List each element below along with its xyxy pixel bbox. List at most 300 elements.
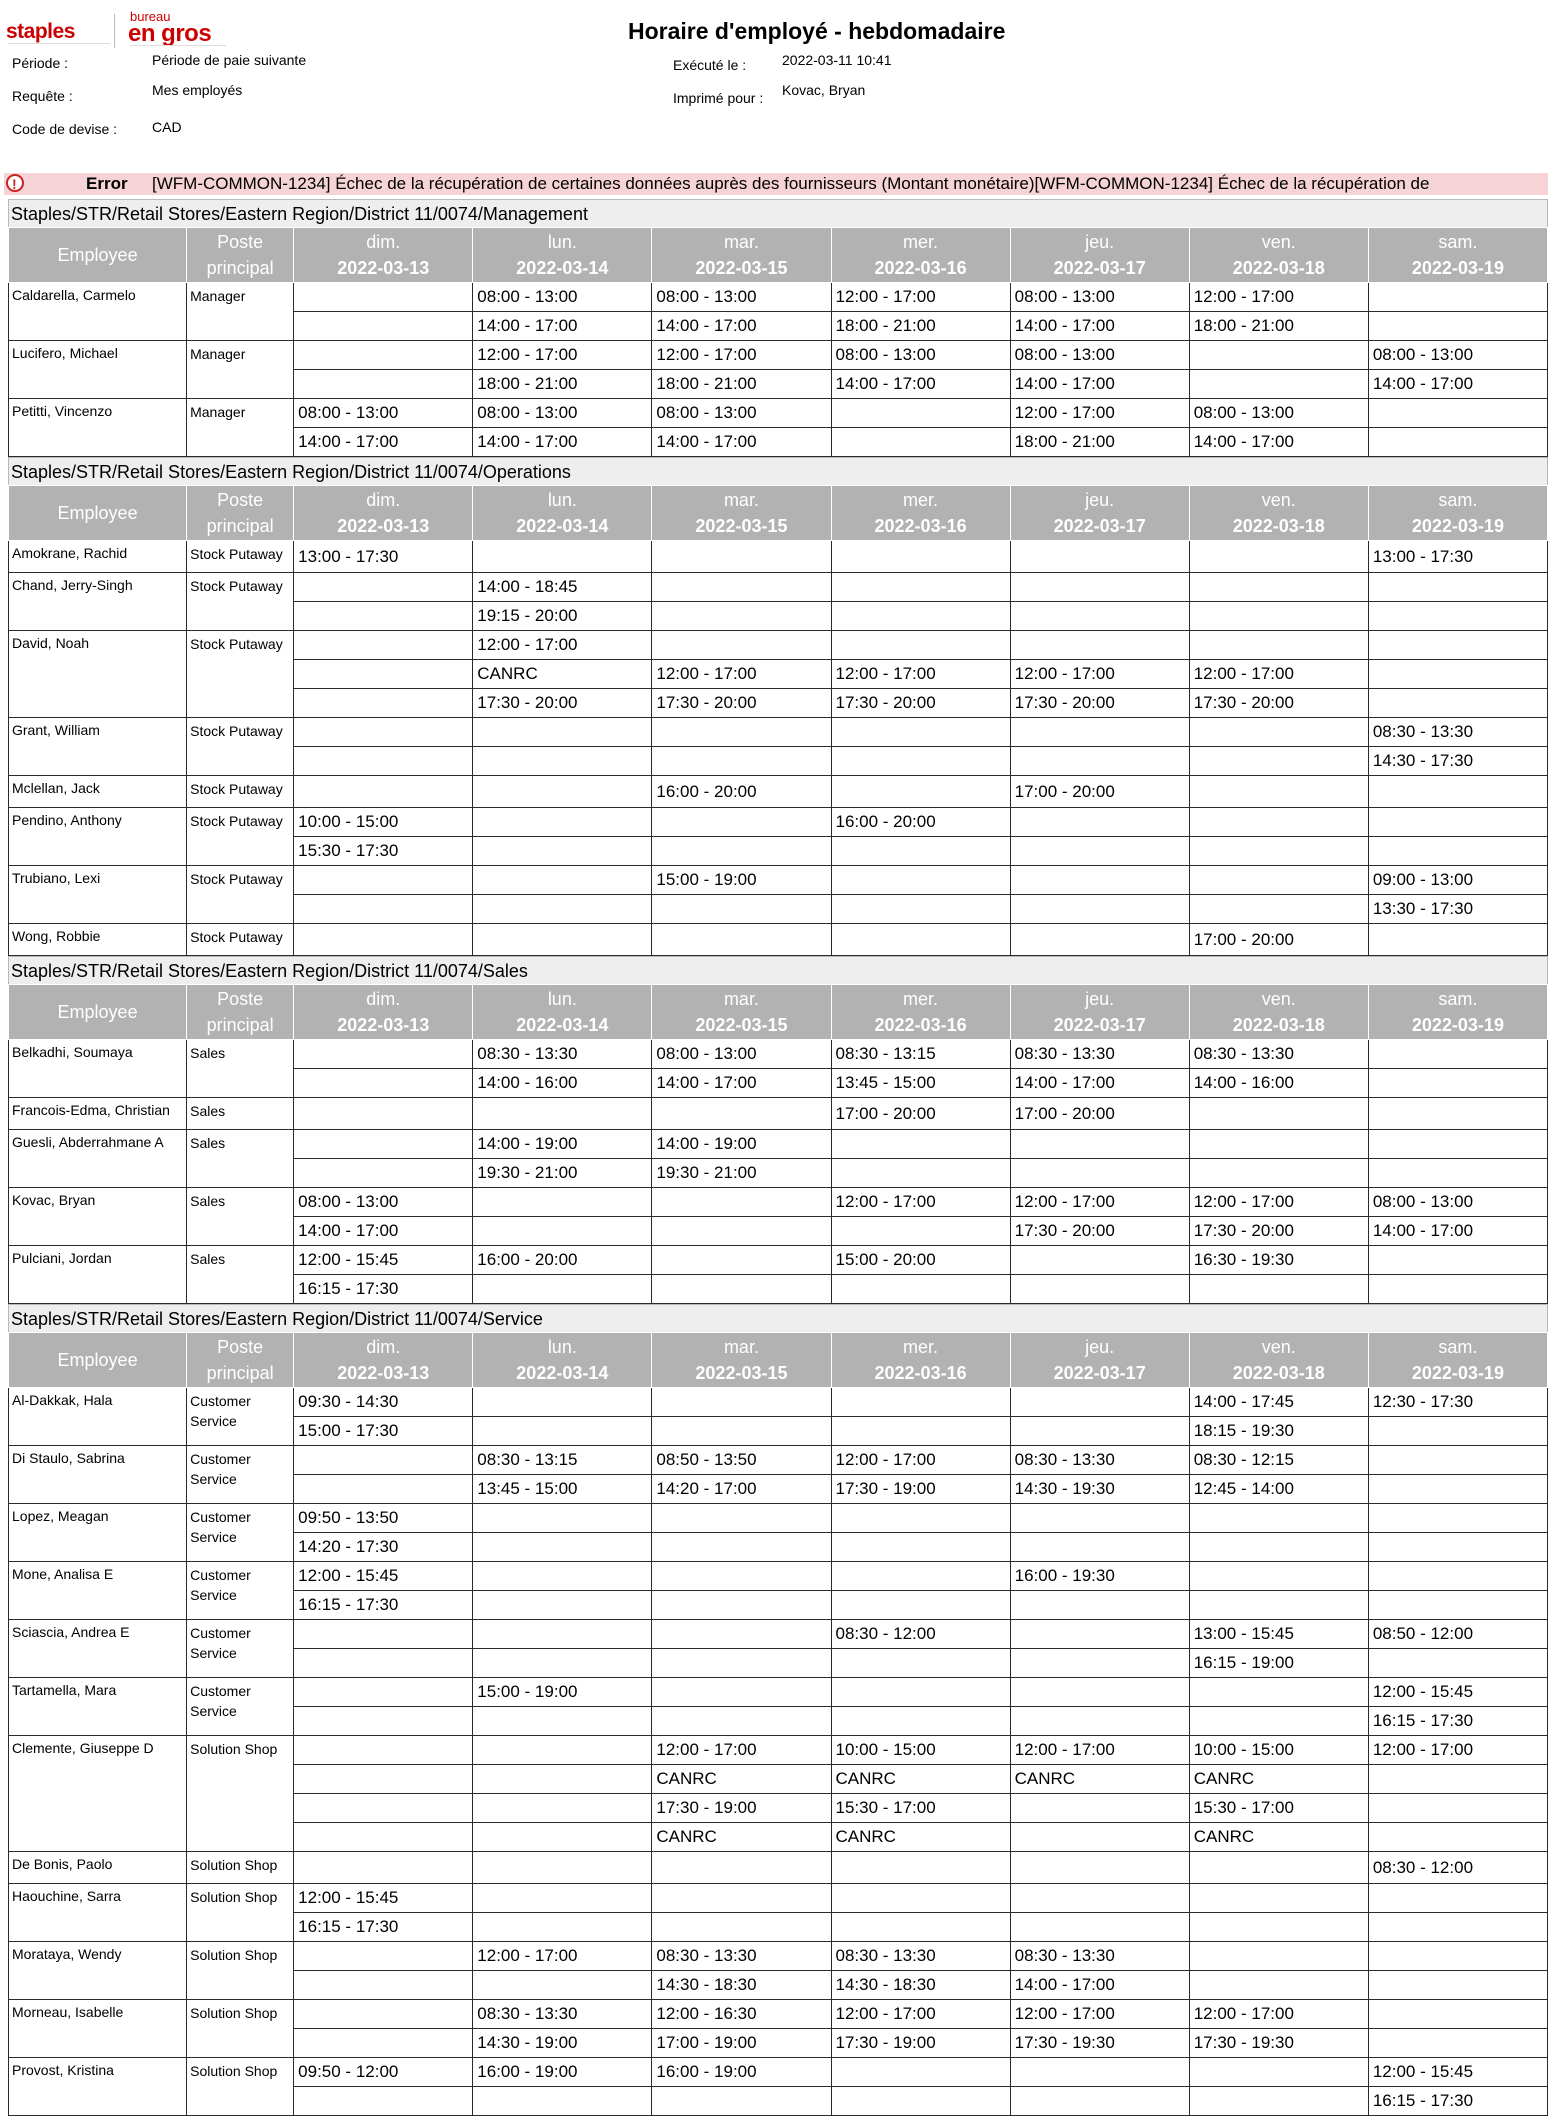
shift-cell: 09:00 - 13:00 <box>1368 866 1547 895</box>
shift-cell <box>831 924 1010 956</box>
day-name: mer. <box>903 232 939 252</box>
day-name: mer. <box>903 989 939 1009</box>
day-column-header <box>473 228 652 283</box>
employee-name: Belkadhi, Soumaya <box>9 1040 187 1098</box>
shift-cell <box>473 1852 652 1884</box>
shift-cell <box>831 399 1010 428</box>
day-name: ven. <box>1261 989 1296 1009</box>
shift-cell <box>1189 895 1368 924</box>
day-date: 2022-03-15 <box>695 1015 788 1035</box>
shift-cell <box>1189 631 1368 660</box>
table-row <box>9 1188 1548 1217</box>
shift-cell: 16:15 - 17:30 <box>294 1275 473 1304</box>
day-date: 2022-03-13 <box>337 258 430 278</box>
employee-name: De Bonis, Paolo <box>9 1852 187 1884</box>
shift-cell: 17:30 - 20:00 <box>1189 689 1368 718</box>
shift-cell <box>1010 1794 1189 1823</box>
shift-cell: 14:00 - 17:00 <box>1010 1069 1189 1098</box>
currency-value: CAD <box>152 119 182 135</box>
header-row <box>9 486 1548 541</box>
shift-cell <box>652 541 831 573</box>
day-date: 2022-03-15 <box>695 516 788 536</box>
shift-cell: 12:00 - 17:00 <box>1189 283 1368 312</box>
shift-cell <box>1189 747 1368 776</box>
employee-name: Morataya, Wendy <box>9 1942 187 2000</box>
shift-cell: 17:30 - 19:30 <box>1189 2029 1368 2058</box>
shift-cell <box>831 776 1010 808</box>
shift-cell <box>294 1130 473 1159</box>
shift-cell <box>1368 602 1547 631</box>
day-name: lun. <box>547 1337 577 1357</box>
table-row <box>9 1040 1548 1069</box>
day-column-header <box>652 486 831 541</box>
shift-cell <box>1189 776 1368 808</box>
day-column-header <box>652 985 831 1040</box>
shift-cell: 08:30 - 13:30 <box>1010 1942 1189 1971</box>
shift-cell <box>473 1649 652 1678</box>
shift-cell: 17:30 - 20:00 <box>831 689 1010 718</box>
shift-cell: 12:00 - 17:00 <box>652 1736 831 1765</box>
shift-cell <box>831 1417 1010 1446</box>
period-value: Période de paie suivante <box>152 52 307 68</box>
shift-cell <box>1189 718 1368 747</box>
shift-cell: 12:00 - 17:00 <box>473 1942 652 1971</box>
schedule-table <box>8 984 1548 1304</box>
shift-cell <box>652 2087 831 2116</box>
employee-name: Grant, William <box>9 718 187 776</box>
shift-cell <box>1010 1417 1189 1446</box>
employee-column-header: Employee <box>9 228 187 283</box>
employee-position: Solution Shop <box>187 1852 294 1884</box>
shift-cell <box>1189 2058 1368 2087</box>
shift-cell <box>473 924 652 956</box>
employee-name: Francois-Edma, Christian <box>9 1098 187 1130</box>
shift-cell <box>473 776 652 808</box>
schedule-table <box>8 485 1548 956</box>
employee-name: Guesli, Abderrahmane A <box>9 1130 187 1188</box>
shift-cell <box>473 1736 652 1765</box>
shift-cell: 16:15 - 17:30 <box>294 1913 473 1942</box>
shift-cell <box>294 341 473 370</box>
day-date: 2022-03-18 <box>1232 1015 1325 1035</box>
shift-cell <box>294 1649 473 1678</box>
shift-cell: 12:00 - 16:30 <box>652 2000 831 2029</box>
shift-cell <box>1368 1475 1547 1504</box>
day-column-header <box>294 1333 473 1388</box>
shift-cell: 18:00 - 21:00 <box>831 312 1010 341</box>
shift-cell <box>294 924 473 956</box>
shift-cell <box>831 1707 1010 1736</box>
employee-name: Trubiano, Lexi <box>9 866 187 924</box>
shift-cell: 14:00 - 17:00 <box>1368 370 1547 399</box>
shift-cell <box>652 808 831 837</box>
shift-cell <box>1010 895 1189 924</box>
shift-cell: 15:00 - 19:00 <box>473 1678 652 1707</box>
position-header-line2: principal <box>206 1363 274 1383</box>
shift-cell <box>1189 808 1368 837</box>
shift-cell: 08:00 - 13:00 <box>473 399 652 428</box>
employee-position: Stock Putaway <box>187 924 294 956</box>
shift-cell <box>1368 573 1547 602</box>
shift-cell: 08:00 - 13:00 <box>1368 1188 1547 1217</box>
shift-cell: 14:30 - 18:30 <box>831 1971 1010 2000</box>
shift-cell <box>1010 1707 1189 1736</box>
shift-cell: 13:00 - 17:30 <box>1368 541 1547 573</box>
shift-cell: 12:30 - 17:30 <box>1368 1388 1547 1417</box>
shift-cell: 17:30 - 20:00 <box>1010 1217 1189 1246</box>
day-date: 2022-03-18 <box>1232 258 1325 278</box>
request-label: Requête : <box>12 88 73 104</box>
engros-logo-text: en gros <box>128 20 212 47</box>
shift-cell <box>294 1620 473 1649</box>
day-name: mer. <box>903 490 939 510</box>
shift-cell <box>831 631 1010 660</box>
employee-name: Lucifero, Michael <box>9 341 187 399</box>
logo-divider <box>114 14 115 48</box>
table-row <box>9 631 1548 660</box>
day-name: jeu. <box>1085 1337 1115 1357</box>
shift-cell <box>831 2087 1010 2116</box>
day-column-header <box>831 985 1010 1040</box>
position-column-header <box>187 486 294 541</box>
shift-cell: 10:00 - 15:00 <box>831 1736 1010 1765</box>
shift-cell: 12:00 - 17:00 <box>473 341 652 370</box>
shift-cell <box>652 1417 831 1446</box>
shift-cell: 12:00 - 17:00 <box>831 283 1010 312</box>
shift-cell <box>1189 2087 1368 2116</box>
shift-cell: 08:00 - 13:00 <box>1010 341 1189 370</box>
shift-cell <box>1368 1130 1547 1159</box>
employee-position: Stock Putaway <box>187 776 294 808</box>
shift-cell: 12:00 - 17:00 <box>473 631 652 660</box>
shift-cell: 08:00 - 13:00 <box>831 341 1010 370</box>
shift-cell <box>652 1217 831 1246</box>
table-row <box>9 2000 1548 2029</box>
shift-cell: 15:00 - 17:30 <box>294 1417 473 1446</box>
schedule-table <box>8 227 1548 457</box>
shift-cell <box>1189 1130 1368 1159</box>
shift-cell <box>294 573 473 602</box>
day-name: sam. <box>1438 490 1478 510</box>
shift-cell <box>831 1884 1010 1913</box>
printed-for-label: Imprimé pour : <box>673 90 764 106</box>
shift-cell: 14:00 - 17:00 <box>1010 312 1189 341</box>
shift-cell: 12:00 - 17:00 <box>1189 2000 1368 2029</box>
shift-cell <box>294 776 473 808</box>
shift-cell <box>1368 1098 1547 1130</box>
shift-cell: 08:50 - 12:00 <box>1368 1620 1547 1649</box>
shift-cell: 16:00 - 20:00 <box>652 776 831 808</box>
table-row <box>9 1098 1548 1130</box>
shift-cell: 17:30 - 19:00 <box>652 1794 831 1823</box>
shift-cell <box>1189 837 1368 866</box>
shift-cell: 14:00 - 17:00 <box>652 1069 831 1098</box>
shift-cell <box>1368 631 1547 660</box>
shift-cell: 08:30 - 13:30 <box>473 2000 652 2029</box>
shift-cell: 08:30 - 13:30 <box>831 1942 1010 1971</box>
employee-position: Customer Service <box>187 1446 294 1504</box>
day-name: sam. <box>1438 232 1478 252</box>
shift-cell <box>652 631 831 660</box>
employee-name: Mone, Analisa E <box>9 1562 187 1620</box>
employee-position: Sales <box>187 1040 294 1098</box>
shift-cell <box>1368 1275 1547 1304</box>
position-column-header <box>187 985 294 1040</box>
shift-cell <box>1010 1130 1189 1159</box>
shift-cell <box>1189 1884 1368 1913</box>
shift-cell <box>473 1504 652 1533</box>
shift-cell <box>294 1794 473 1823</box>
shift-cell <box>652 1533 831 1562</box>
shift-cell <box>1368 1504 1547 1533</box>
shift-cell <box>473 895 652 924</box>
shift-cell <box>652 1884 831 1913</box>
day-date: 2022-03-19 <box>1411 1363 1504 1383</box>
day-column-header <box>1368 228 1547 283</box>
shift-cell <box>831 1217 1010 1246</box>
shift-cell <box>473 2087 652 2116</box>
shift-cell: 08:00 - 13:00 <box>294 1188 473 1217</box>
shift-cell <box>1189 1533 1368 1562</box>
day-column-header <box>831 228 1010 283</box>
day-date: 2022-03-14 <box>516 258 609 278</box>
employee-position: Stock Putaway <box>187 808 294 866</box>
shift-cell: 12:45 - 14:00 <box>1189 1475 1368 1504</box>
day-name: lun. <box>547 232 577 252</box>
shift-cell <box>294 283 473 312</box>
error-icon: ! <box>6 174 24 192</box>
table-row <box>9 573 1548 602</box>
shift-cell: 14:00 - 17:00 <box>473 312 652 341</box>
shift-cell <box>1189 1707 1368 1736</box>
table-row <box>9 1678 1548 1707</box>
employee-position: Customer Service <box>187 1388 294 1446</box>
section-title: Staples/STR/Retail Stores/Eastern Region/District 11/0074/Management <box>8 199 1548 227</box>
executed-value: 2022-03-11 10:41 <box>782 52 892 68</box>
shift-cell <box>473 866 652 895</box>
shift-cell <box>652 837 831 866</box>
shift-cell: 14:00 - 17:00 <box>1368 1217 1547 1246</box>
day-name: mar. <box>723 490 759 510</box>
shift-cell: 14:00 - 19:00 <box>652 1130 831 1159</box>
shift-cell: 12:00 - 17:00 <box>1189 1188 1368 1217</box>
table-row <box>9 776 1548 808</box>
day-date: 2022-03-16 <box>874 516 967 536</box>
shift-cell <box>831 1913 1010 1942</box>
day-column-header <box>1368 486 1547 541</box>
shift-cell <box>294 689 473 718</box>
employee-name: Al-Dakkak, Hala <box>9 1388 187 1446</box>
shift-cell <box>652 1678 831 1707</box>
employee-position: Manager <box>187 399 294 457</box>
shift-cell: 12:00 - 15:45 <box>294 1246 473 1275</box>
day-date: 2022-03-13 <box>337 516 430 536</box>
schedule-table <box>8 1332 1548 2116</box>
employee-position: Customer Service <box>187 1620 294 1678</box>
day-date: 2022-03-18 <box>1232 516 1325 536</box>
shift-cell: CANRC <box>831 1823 1010 1852</box>
table-row <box>9 808 1548 837</box>
shift-cell <box>831 428 1010 457</box>
shift-cell <box>831 895 1010 924</box>
shift-cell: 08:30 - 12:15 <box>1189 1446 1368 1475</box>
employee-position: Sales <box>187 1098 294 1130</box>
shift-cell <box>294 1446 473 1475</box>
employee-name: Clemente, Giuseppe D <box>9 1736 187 1852</box>
shift-cell <box>1368 399 1547 428</box>
shift-cell: 18:15 - 19:30 <box>1189 1417 1368 1446</box>
shift-cell <box>1368 776 1547 808</box>
employee-position: Sales <box>187 1246 294 1304</box>
day-column-header <box>1189 228 1368 283</box>
shift-cell <box>1368 1913 1547 1942</box>
shift-cell <box>652 1246 831 1275</box>
shift-cell <box>1010 1591 1189 1620</box>
shift-cell <box>1368 660 1547 689</box>
shift-cell: 09:30 - 14:30 <box>294 1388 473 1417</box>
employee-name: Di Staulo, Sabrina <box>9 1446 187 1504</box>
shift-cell <box>473 1098 652 1130</box>
day-name: jeu. <box>1085 989 1115 1009</box>
shift-cell: 14:00 - 17:00 <box>294 428 473 457</box>
shift-cell: 17:00 - 20:00 <box>1189 924 1368 956</box>
employee-name: Wong, Robbie <box>9 924 187 956</box>
shift-cell: 12:00 - 17:00 <box>1368 1736 1547 1765</box>
employee-name: Caldarella, Carmelo <box>9 283 187 341</box>
shift-cell <box>831 866 1010 895</box>
day-name: jeu. <box>1085 490 1115 510</box>
shift-cell: 18:00 - 21:00 <box>1189 312 1368 341</box>
employee-position: Solution Shop <box>187 1884 294 1942</box>
table-row <box>9 718 1548 747</box>
shift-cell <box>1368 312 1547 341</box>
shift-cell: 16:00 - 19:00 <box>652 2058 831 2087</box>
day-column-header <box>831 486 1010 541</box>
shift-cell <box>1368 2000 1547 2029</box>
shift-cell: 12:00 - 17:00 <box>1010 2000 1189 2029</box>
day-date: 2022-03-14 <box>516 516 609 536</box>
shift-cell <box>473 1533 652 1562</box>
shift-cell <box>294 1971 473 2000</box>
employee-position: Solution Shop <box>187 1736 294 1852</box>
shift-cell: 12:00 - 17:00 <box>831 1188 1010 1217</box>
shift-cell <box>473 747 652 776</box>
shift-cell: 12:00 - 17:00 <box>1010 660 1189 689</box>
shift-cell: 15:00 - 19:00 <box>652 866 831 895</box>
shift-cell: 16:00 - 19:00 <box>473 2058 652 2087</box>
shift-cell <box>1010 866 1189 895</box>
shift-cell <box>1368 808 1547 837</box>
shift-cell <box>1368 689 1547 718</box>
shift-cell: 16:15 - 17:30 <box>1368 2087 1547 2116</box>
shift-cell <box>294 718 473 747</box>
table-row <box>9 283 1548 312</box>
position-header-line2: principal <box>206 516 274 536</box>
shift-cell <box>652 1707 831 1736</box>
shift-cell <box>1010 1246 1189 1275</box>
shift-cell: 12:00 - 17:00 <box>1189 660 1368 689</box>
day-name: lun. <box>547 989 577 1009</box>
day-name: sam. <box>1438 989 1478 1009</box>
shift-cell <box>473 837 652 866</box>
shift-cell <box>1010 837 1189 866</box>
shift-cell <box>473 1417 652 1446</box>
shift-cell: 08:30 - 13:30 <box>652 1942 831 1971</box>
shift-cell: 08:00 - 13:00 <box>1368 341 1547 370</box>
shift-cell: 08:30 - 12:00 <box>831 1620 1010 1649</box>
shift-cell: 08:00 - 13:00 <box>294 399 473 428</box>
employee-position: Manager <box>187 283 294 341</box>
shift-cell: 17:00 - 19:00 <box>652 2029 831 2058</box>
day-column-header <box>1368 985 1547 1040</box>
shift-cell <box>1368 1765 1547 1794</box>
shift-cell: 15:00 - 20:00 <box>831 1246 1010 1275</box>
staples-logo-rule <box>8 43 110 47</box>
employee-name: Lopez, Meagan <box>9 1504 187 1562</box>
shift-cell <box>831 541 1010 573</box>
shift-cell <box>1010 1678 1189 1707</box>
shift-cell <box>1010 1533 1189 1562</box>
shift-cell: 08:30 - 13:30 <box>1010 1446 1189 1475</box>
shift-cell: 08:00 - 13:00 <box>652 399 831 428</box>
day-date: 2022-03-14 <box>516 1015 609 1035</box>
day-name: jeu. <box>1085 232 1115 252</box>
shift-cell: 08:00 - 13:00 <box>652 1040 831 1069</box>
shift-cell <box>1189 1591 1368 1620</box>
request-value: Mes employés <box>152 82 243 98</box>
header-row <box>9 1333 1548 1388</box>
shift-cell: 12:00 - 15:45 <box>1368 2058 1547 2087</box>
shift-cell <box>652 1504 831 1533</box>
shift-cell: 12:00 - 17:00 <box>652 341 831 370</box>
shift-cell: 16:00 - 20:00 <box>473 1246 652 1275</box>
employee-column-header: Employee <box>9 1333 187 1388</box>
table-row <box>9 1942 1548 1971</box>
shift-cell: 17:30 - 20:00 <box>1010 689 1189 718</box>
shift-cell: 17:00 - 20:00 <box>831 1098 1010 1130</box>
shift-cell <box>1368 1417 1547 1446</box>
employee-name: Pendino, Anthony <box>9 808 187 866</box>
shift-cell <box>652 602 831 631</box>
employee-name: Tartamella, Mara <box>9 1678 187 1736</box>
shift-cell <box>1010 1913 1189 1942</box>
shift-cell <box>652 924 831 956</box>
day-column-header <box>1189 1333 1368 1388</box>
shift-cell <box>831 1275 1010 1304</box>
shift-cell: 14:00 - 17:00 <box>1189 428 1368 457</box>
table-row <box>9 866 1548 895</box>
staples-logo-text: staples <box>6 20 75 43</box>
shift-cell <box>1368 1562 1547 1591</box>
shift-cell <box>1010 1620 1189 1649</box>
shift-cell <box>831 1852 1010 1884</box>
shift-cell: 17:00 - 20:00 <box>1010 776 1189 808</box>
shift-cell: 14:30 - 18:30 <box>652 1971 831 2000</box>
shift-cell <box>831 747 1010 776</box>
shift-cell <box>1368 924 1547 956</box>
day-name: dim. <box>366 1337 401 1357</box>
employee-name: Mclellan, Jack <box>9 776 187 808</box>
shift-cell: CANRC <box>652 1765 831 1794</box>
shift-cell <box>831 1562 1010 1591</box>
page-title: Horaire d'employé - hebdomadaire <box>628 18 1006 44</box>
day-date: 2022-03-15 <box>695 1363 788 1383</box>
shift-cell <box>1368 1942 1547 1971</box>
shift-cell <box>1010 1388 1189 1417</box>
shift-cell <box>1368 1069 1547 1098</box>
shift-cell <box>1368 1649 1547 1678</box>
schedule-section <box>8 1304 1548 2116</box>
